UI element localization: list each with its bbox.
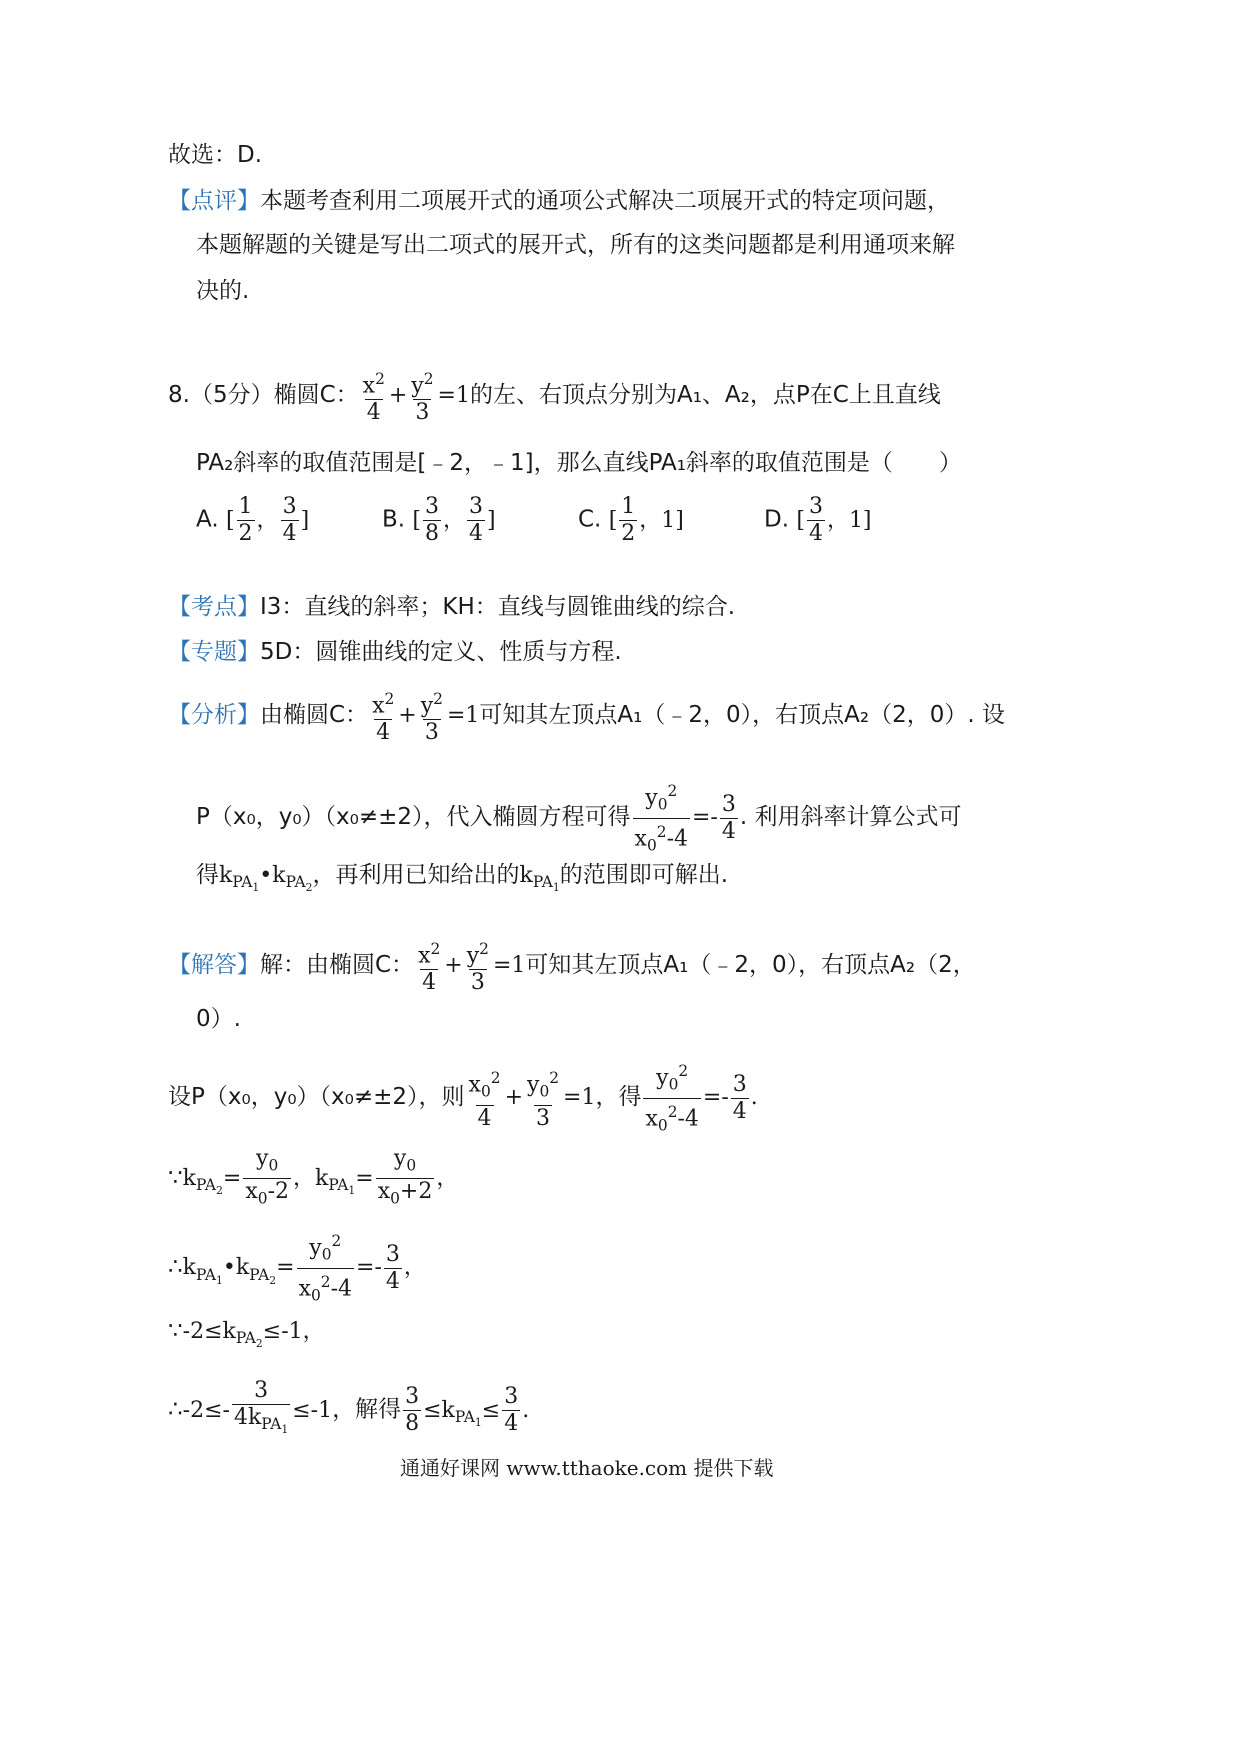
analysis-text-d: . 利用斜率计算公式可 xyxy=(739,804,962,831)
step-5-inequality: -2≤- $\frac{3}{4k_{PA_1}}$ ≤-1 xyxy=(183,1398,332,1423)
solution-line-1 xyxy=(168,936,976,996)
question-line-1 xyxy=(168,366,941,426)
solution-tag: 【解答】 xyxy=(168,952,260,979)
analysis-text-e: 得 xyxy=(196,862,219,888)
comment-text: 本题考查利用二项展开式的通项公式解决二项展开式的特定项问题， xyxy=(260,188,950,214)
slope-product: $k_{PA_1}•k_{PA_2}$ xyxy=(219,863,313,895)
question-number: 8.（5分）椭圆C： xyxy=(168,382,359,409)
option-c[interactable]: C. [ $\frac{1}{2}$ ，1] xyxy=(578,494,684,546)
option-c-label: C. xyxy=(578,506,602,533)
topic-tag: 【专题】 xyxy=(168,639,260,665)
step-2 xyxy=(168,1146,458,1212)
question-text: 的左、右顶点分别为A₁、A₂，点P在C上且直线 xyxy=(469,382,941,409)
page-footer: 通通好课网 www.tthaoke.com 提供下载 xyxy=(400,1456,774,1480)
step-1-result: $\frac{y_0^2}{x_0^2-4}$ =- $\frac{3}{4}$ . xyxy=(641,1085,757,1110)
step-4 xyxy=(168,1316,325,1359)
step-1 xyxy=(168,1058,758,1138)
step-5-text: ，解得 xyxy=(332,1396,402,1423)
solution-text-a: 解：由椭圆C： xyxy=(260,952,415,979)
therefore-symbol: ∴ xyxy=(168,1254,183,1281)
step-5-result: $\frac{3}{8}$ $\le k_{PA_1}\le$ $\frac{3}{4}$ . xyxy=(405,1384,530,1437)
comment-tag: 【点评】 xyxy=(168,188,260,214)
analysis-line-1 xyxy=(168,686,1005,746)
question-line-2: PA₂斜率的取值范围是[﹣2，﹣1]，那么直线PA₁斜率的取值范围是（ ） xyxy=(196,450,962,476)
step-3-formula: $k_{PA_1}•k_{PA_2}=$ $\frac{y_0^2}{x_0^2-4}$ =- $\frac{3}{4}$ ， xyxy=(183,1255,426,1280)
conclusion-line: 故选：D. xyxy=(168,142,263,168)
topic-line xyxy=(168,637,622,667)
solution-line-2: 0）. xyxy=(196,1006,241,1032)
analysis-line-2 xyxy=(196,778,962,858)
step-2-formula: $k_{PA_2}=$ $\frac{y_0}{x_0-2}$ ，$k_{PA_1}=$ $\frac{y_0}{x_0+2}$ ， xyxy=(183,1166,459,1191)
knowledge-point-tag: 【考点】 xyxy=(168,594,260,620)
option-d-label: D. xyxy=(764,506,790,533)
analysis-tag: 【分析】 xyxy=(168,702,260,729)
because-symbol: ∵ xyxy=(168,1318,183,1344)
because-symbol: ∵ xyxy=(168,1164,183,1191)
analysis-text-c: P（x₀，y₀）（x₀≠±2），代入椭圆方程可得 xyxy=(196,804,631,831)
option-d[interactable]: D. [ $\frac{3}{4}$ ，1] xyxy=(764,494,872,546)
option-b-label: B. xyxy=(382,506,406,533)
knowledge-point-line xyxy=(168,592,735,622)
step-4-formula: $-2\le k_{PA_2}\le-1$， xyxy=(182,1319,325,1351)
option-a[interactable]: A. [ $\frac{1}{2}$ ， $\frac{3}{4}$ ] xyxy=(196,494,310,546)
step-1-formula: $\frac{x_0^2}{4}$ + $\frac{y_0^2}{3}$ =1 xyxy=(468,1068,596,1131)
step-1-text-b: ，得 xyxy=(595,1084,642,1111)
comment-line-1 xyxy=(168,186,950,216)
comment-line-3: 决的. xyxy=(196,278,250,304)
analysis-line-3 xyxy=(196,860,728,903)
ellipse-equation: $\frac{x^2}{4}$ + $\frac{y^2}{3}$ =1 xyxy=(362,370,470,426)
slope-pa1: $k_{PA_1}$ xyxy=(519,863,560,895)
step-5 xyxy=(168,1378,529,1443)
analysis-text-b: 可知其左顶点A₁（﹣2，0），右顶点A₂（2，0）. 设 xyxy=(479,702,1005,729)
analysis-text-a: 由椭圆C： xyxy=(260,702,369,729)
option-b[interactable]: B. [ $\frac{3}{8}$ ， $\frac{3}{4}$ ] xyxy=(382,494,496,546)
knowledge-point-text: I3：直线的斜率；KH：直线与圆锥曲线的综合. xyxy=(260,594,736,620)
solution-text-b: 可知其左顶点A₁（﹣2，0），右顶点A₂（2， xyxy=(525,952,976,979)
ellipse-equation: $\frac{x^2}{4}$ + $\frac{y^2}{3}$ =1 xyxy=(372,690,480,746)
analysis-text-f: ，再利用已知给出的 xyxy=(312,862,520,888)
option-a-label: A. xyxy=(196,506,219,533)
step-1-text-a: 设P（x₀，y₀）（x₀≠±2），则 xyxy=(168,1084,465,1111)
therefore-symbol: ∴ xyxy=(168,1396,183,1423)
analysis-text-g: 的范围即可解出. xyxy=(559,862,729,888)
comment-line-2: 本题解题的关键是写出二项式的展开式，所有的这类问题都是利用通项来解 xyxy=(196,232,955,258)
topic-text: 5D：圆锥曲线的定义、性质与方程. xyxy=(260,639,622,665)
ellipse-equation: $\frac{x^2}{4}$ + $\frac{y^2}{3}$ =1 xyxy=(418,940,526,996)
ratio-formula: $\frac{y_0^2}{x_0^2-4}$ =- $\frac{3}{4}$ xyxy=(631,805,740,830)
step-3 xyxy=(168,1228,426,1308)
